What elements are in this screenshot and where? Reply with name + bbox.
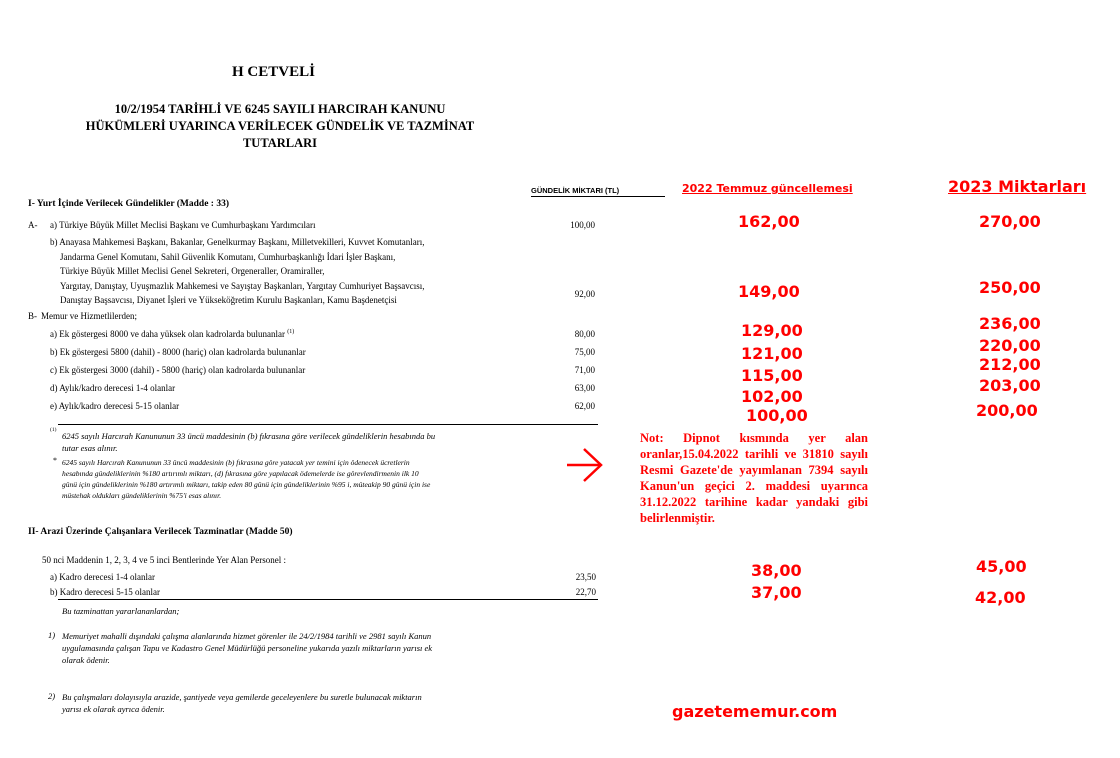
row-A-b-text: b) Anayasa Mahkemesi Başkanı, Bakanlar, Genelkurmay Başkanı, Milletvekilleri, Kuvvet Komutanları, Jandarma Genel Komutanı, Sahil Güvenlik Komutanı, Cumhurbaşkanlığı İdari İşler Başkanı, Türkiye Büyük Millet Meclisi Genel Sekreteri, Orgeneraller, Oramiraller, Yargıtay, Danıştay, Uyuşmazlık Mahkemesi ve Sayıştay Başkanları, Yargıtay Cumhuriyet Başsavcısı, Danıştay Başsavcısı, Diyanet İşleri ve Yükseköğretim Kurulu Başkanları, Kamu Başdenetçisi — [50, 237, 425, 305]
row-B-b-2022: 121,00 — [741, 344, 803, 363]
note1-text: Memuriyet mahalli dışındaki çalışma alanlarında hizmet görenler ile 24/2/1984 tarihli ve 2981 sayılı Kanun uygulamasında çalışan Tapu ve Kadastro Genel Müdürlüğü personeline yukarıda yazılı miktarların yarısı ek olarak ödenir. — [62, 631, 433, 665]
column-header-2022: 2022 Temmuz güncellemesi — [682, 182, 853, 195]
row-B-e-orig: 62,00 — [574, 401, 595, 411]
row-A-b-2023: 250,00 — [979, 278, 1041, 297]
label-B: B- — [28, 311, 37, 321]
note2-text: Bu çalışmaları dolayısıyla arazide, şantiyede veya gemilerde geceleyenlere bu suretle bulunacak miktarın yarısı ek olarak ayrıca ödenir. — [62, 692, 422, 714]
row-II-b-orig: 22,70 — [575, 587, 596, 597]
column-header-2023: 2023 Miktarları — [948, 177, 1087, 196]
row-B-e-2023: 200,00 — [976, 401, 1038, 420]
row-B-b-text: b) Ek göstergesi 5800 (dahil) - 8000 (hariç) olan kadrolarda bulunanlar — [50, 347, 306, 357]
row-A-a-2023: 270,00 — [979, 212, 1041, 231]
note-text: Not: Dipnot kısmında yer alan oranlar,15.04.2022 tarihli ve 31810 sayılı Resmi Gazete'de yayımlanan 7394 sayılı Kanun'un geçici 2. maddesi uyarınca 31.12.2022 tarihine kadar yandaki gibi belirlenmiştir. — [640, 431, 868, 525]
row-B-text: Memur ve Hizmetlilerden; — [41, 311, 137, 321]
section2-intro: 50 nci Maddenin 1, 2, 3, 4 ve 5 inci Bentlerinde Yer Alan Personel : — [42, 555, 286, 565]
label-A: A- — [28, 220, 38, 230]
row-B-a-2023: 236,00 — [979, 314, 1041, 333]
row-II-a-text: a) Kadro derecesi 1-4 olanlar — [50, 572, 155, 582]
row-B-b-2023: 220,00 — [979, 336, 1041, 355]
note2-mark: 2) — [48, 691, 56, 701]
row-B-a-2022: 129,00 — [741, 321, 803, 340]
header-underline — [531, 196, 665, 197]
row-A-b-2022: 149,00 — [738, 282, 800, 301]
row-B-d-orig: 63,00 — [574, 383, 595, 393]
section2-heading: II- Arazi Üzerinde Çalışanlara Verilecek Tazminatlar (Madde 50) — [28, 527, 293, 537]
footnote1-mark: (1) — [50, 427, 57, 433]
footnote2-mark: * — [53, 456, 57, 465]
section1-heading: I- Yurt İçinde Verilecek Gündelikler (Madde : 33) — [28, 199, 229, 209]
row-B-d-2022: 102,00 — [741, 387, 803, 406]
row-II-a-2022: 38,00 — [751, 561, 802, 580]
footnote1-text: 6245 sayılı Harcırah Kanununun 33 üncü maddesinin (b) fıkrasına göre verilecek gündeliklerin hesabında bu tutar esas alınır. — [62, 431, 436, 453]
row-II-b-2022: 37,00 — [751, 583, 802, 602]
section2-divider — [58, 599, 598, 600]
column-header-orig: GÜNDELİK MİKTARI (TL) — [531, 186, 620, 195]
row-B-e-2022: 100,00 — [746, 406, 808, 425]
section1-divider — [58, 424, 598, 425]
row-B-e-text: e) Aylık/kadro derecesi 5-15 olanlar — [50, 401, 180, 411]
row-A-b-orig: 92,00 — [574, 289, 595, 299]
watermark-site: gazetememur.com — [672, 702, 838, 721]
row-B-c-2022: 115,00 — [741, 366, 803, 385]
row-A-a-2022: 162,00 — [738, 212, 800, 231]
row-A-a-text: a) Türkiye Büyük Millet Meclisi Başkanı ve Cumhurbaşkanı Yardımcıları — [50, 220, 316, 230]
row-B-d-2023: 203,00 — [979, 376, 1041, 395]
footnote2-text: 6245 sayılı Harcırah Kanununun 33 üncü maddesinin (b) fıkrasına göre yatacak yer temini için ödenecek ücretlerin hesabında gündeliklerinin %180 artırımlı miktarı, (d) fıkrasına göre yapılacak ödemelerde ise görevlendirmenin ilk 10 günü için gündeliklerinin %180 artırımlı miktarı, takip eden 80 günü için gündeliklerinin %95 i, müteakip 90 günü için ise müstehak oldukları gündeliklerinin %75'i esas alınır. — [62, 458, 431, 500]
section2-beneficiaries: Bu tazminattan yararlananlardan; — [62, 606, 180, 616]
row-II-a-orig: 23,50 — [575, 572, 596, 582]
page-subtitle: 10/2/1954 TARİHLİ VE 6245 SAYILI HARCIRAH KANUNU HÜKÜMLERİ UYARINCA VERİLECEK GÜNDELİK VE TAZMİNAT TUTARLARI — [85, 102, 475, 150]
row-II-b-2023: 42,00 — [975, 588, 1026, 607]
row-B-d-text: d) Aylık/kadro derecesi 1-4 olanlar — [50, 383, 176, 393]
row-II-a-2023: 45,00 — [976, 557, 1027, 576]
row-B-b-orig: 75,00 — [574, 347, 595, 357]
row-A-a-orig: 100,00 — [570, 220, 595, 230]
row-B-a-orig: 80,00 — [574, 329, 595, 339]
right-arrow-icon — [564, 445, 606, 485]
row-B-a-text: a) Ek göstergesi 8000 ve daha yüksek olan kadrolarda bulunanlar $^{(1)}$ — [50, 329, 295, 339]
note1-mark: 1) — [48, 630, 56, 640]
row-B-c-2023: 212,00 — [979, 355, 1041, 374]
row-II-b-text: b) Kadro derecesi 5-15 olanlar — [50, 587, 160, 597]
row-B-c-text: c) Ek göstergesi 3000 (dahil) - 5800 (hariç) olan kadrolarda bulunanlar — [50, 365, 306, 375]
page-title: H CETVELİ — [232, 64, 315, 80]
row-B-c-orig: 71,00 — [574, 365, 595, 375]
